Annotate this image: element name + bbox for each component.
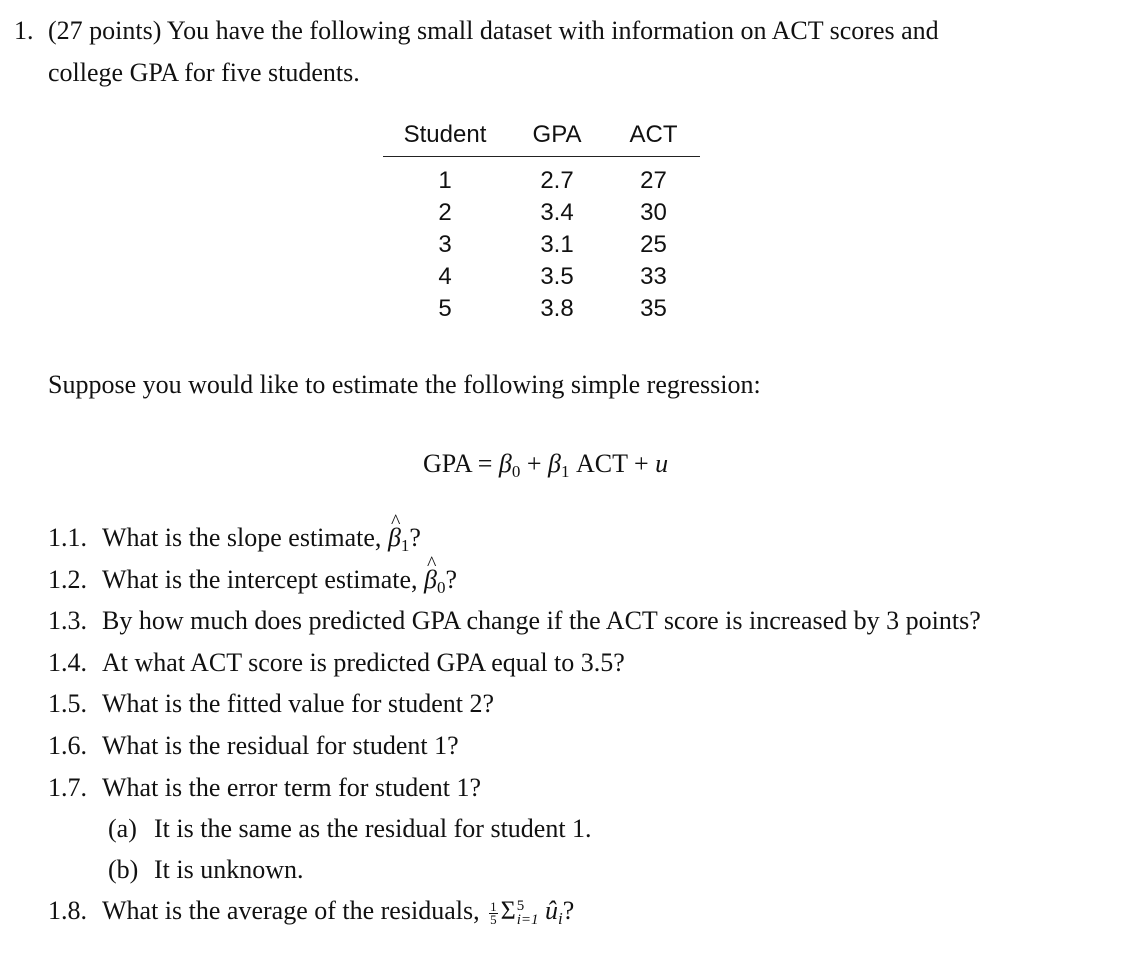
question-1-7	[48, 773, 481, 803]
cell-gpa: 2.7	[540, 167, 574, 194]
question-text: What is the intercept estimate,	[102, 565, 424, 594]
question-label: 1.4.	[48, 648, 87, 677]
question-text: By how much does predicted GPA change if the ACT score is increased by 3 points?	[102, 606, 981, 635]
question-text: What is the slope estimate,	[102, 523, 388, 552]
question-label: 1.3.	[48, 606, 87, 635]
regression-intro: Suppose you would like to estimate the following simple regression:	[48, 370, 761, 399]
question-text: What is the error term for student 1?	[102, 773, 482, 802]
equation-beta-1: β	[548, 449, 561, 478]
regression-equation	[423, 449, 668, 482]
header-gpa: GPA	[507, 118, 607, 157]
question-mark: ?	[562, 896, 575, 925]
cell-act: 35	[640, 295, 667, 322]
question-1-5	[48, 689, 494, 719]
equation-equals: =	[477, 449, 493, 478]
question-label: 1.2.	[48, 565, 87, 594]
sum-lower: i=1	[516, 912, 539, 929]
table-row	[383, 197, 700, 229]
option-b	[108, 855, 304, 885]
sigma-symbol: Σ	[500, 896, 516, 925]
cell-act: 27	[640, 167, 667, 194]
question-1-4	[48, 648, 625, 678]
question-label: 1.8.	[48, 896, 87, 925]
equation-sub-1: 1	[560, 462, 570, 481]
sum-upper: 5	[516, 898, 525, 915]
cell-student: 4	[438, 263, 452, 290]
table-row	[383, 229, 700, 261]
equation-plus-1: +	[526, 449, 542, 478]
cell-gpa: 3.5	[540, 263, 574, 290]
option-a	[108, 814, 592, 844]
beta-hat-sub: 1	[400, 536, 410, 555]
question-label: 1.5.	[48, 689, 87, 718]
cell-student: 3	[438, 231, 452, 258]
table-row	[383, 261, 700, 293]
table-row	[383, 293, 700, 325]
question-label: 1.1.	[48, 523, 87, 552]
question-1-6	[48, 731, 459, 761]
one-fifth-fraction	[489, 898, 498, 927]
sum-limits	[517, 899, 539, 927]
option-text: It is the same as the residual for student 1.	[154, 814, 592, 843]
option-text: It is unknown.	[154, 855, 304, 884]
cell-student: 1	[438, 167, 452, 194]
question-mark: ?	[445, 565, 457, 594]
question-text: What is the fitted value for student 2?	[102, 689, 495, 718]
question-1-3	[48, 606, 981, 636]
question-text: At what ACT score is predicted GPA equal to 3.5?	[102, 648, 625, 677]
question-number: 1.	[14, 16, 34, 45]
equation-plus-2: +	[633, 449, 649, 478]
question-1-2	[48, 565, 457, 598]
beta-hat-symbol: ^ β	[424, 565, 437, 595]
cell-gpa: 3.4	[540, 199, 574, 226]
equation-beta-0: β	[498, 449, 512, 478]
beta-hat-symbol: ^ β	[388, 523, 401, 553]
table-row	[383, 157, 700, 198]
cell-student: 2	[438, 199, 452, 226]
question-label: 1.6.	[48, 731, 87, 760]
residual-hat-symbol: û	[545, 896, 559, 925]
question-1-1	[48, 523, 421, 556]
beta-hat-sub: 0	[436, 578, 446, 597]
question-text: What is the average of the residuals,	[102, 896, 487, 925]
question-1-8	[48, 896, 574, 929]
equation-sub-0: 0	[511, 462, 521, 481]
residual-sub: i	[558, 909, 563, 928]
cell-act: 25	[640, 231, 667, 258]
cell-act: 33	[640, 263, 667, 290]
question-mark: ?	[409, 523, 421, 552]
table-header-row	[383, 118, 700, 157]
equation-error-term: u	[655, 449, 669, 478]
option-label: (a)	[108, 814, 137, 843]
cell-gpa: 3.8	[540, 295, 574, 322]
option-label: (b)	[108, 855, 139, 884]
question-intro-line-1: (27 points) You have the following small dataset with information on ACT scores and	[48, 16, 939, 45]
header-act: ACT	[607, 118, 700, 157]
question-text: What is the residual for student 1?	[102, 731, 459, 760]
fraction-numerator: 1	[490, 898, 497, 914]
header-student: Student	[383, 118, 507, 157]
question-intro-line-2: college GPA for five students.	[48, 58, 360, 87]
cell-act: 30	[640, 199, 667, 226]
dataset-table	[383, 118, 700, 325]
fraction-denominator: 5	[490, 911, 497, 927]
equation-lhs: GPA	[423, 449, 472, 478]
cell-gpa: 3.1	[540, 231, 574, 258]
equation-act: ACT	[575, 449, 628, 478]
cell-student: 5	[438, 295, 452, 322]
question-label: 1.7.	[48, 773, 87, 802]
